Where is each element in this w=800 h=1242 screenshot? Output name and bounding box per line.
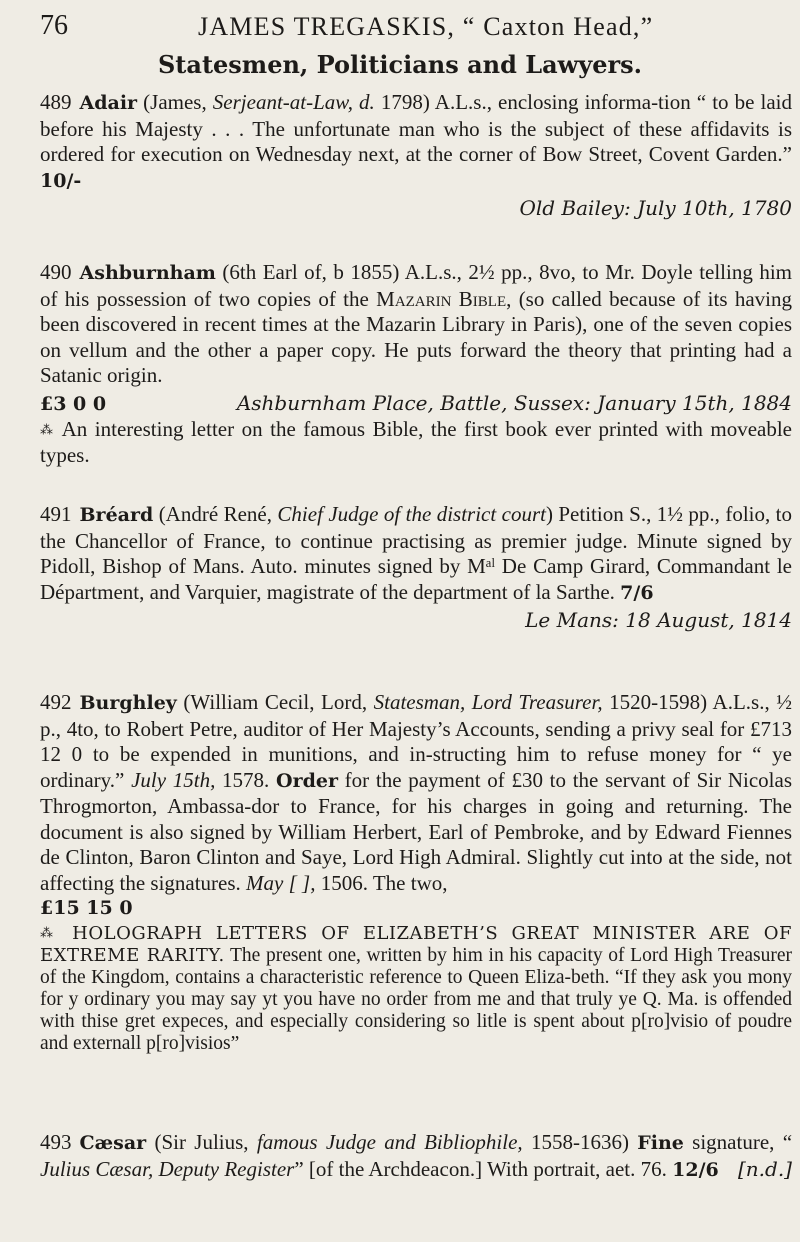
entry-name: Bréard bbox=[79, 504, 154, 526]
entry-text: (William Cecil, Lord, bbox=[183, 690, 374, 714]
entry-name: Burghley bbox=[79, 692, 177, 714]
entry-number: 489 bbox=[40, 90, 72, 114]
entry-text-rest3: ” [of the Archdeacon.] With portrait, aet. 76. bbox=[294, 1156, 673, 1181]
entry-number: 492 bbox=[40, 690, 72, 714]
entry-number: 493 bbox=[40, 1130, 72, 1154]
entry-fine-label: Fine bbox=[637, 1132, 684, 1154]
entry-price: 7/6 bbox=[620, 581, 654, 604]
entry-note-caps: HOLOGRAPH LETTERS OF ELIZABETH’S GREAT MINISTER ARE OF EXTREME RARITY. bbox=[40, 922, 793, 966]
asterism-icon: ⁂ bbox=[40, 422, 56, 437]
entry-place-date: Ashburnham Place, Battle, Sussex: January 15th, 1884 bbox=[236, 390, 792, 415]
catalogue-entry-491 bbox=[40, 502, 792, 634]
entry-note bbox=[40, 417, 792, 468]
entry-number: 491 bbox=[40, 502, 72, 526]
entry-note-text: The present one, written by him in his capacity of Lord High Treasurer of the Kingdom, contains a characteristic reference to Queen Eliza-beth. “If they ask you mony for y ordinary you may say yt you have no order from me and that truly ye Q. Ma. is offended with thise gret expeces, and especially considering so litle is spent about p[ro]visio of poudre and externall p[ro]visios” bbox=[40, 944, 793, 1054]
entry-price: £3 0 0 bbox=[40, 392, 107, 415]
entry-date: July 15th, bbox=[131, 767, 216, 792]
asterism-icon: ⁂ bbox=[40, 924, 61, 940]
entry-price: 10/- bbox=[40, 169, 82, 192]
entry-text-rest2: 1578. bbox=[215, 767, 277, 792]
running-head bbox=[40, 8, 800, 44]
catalogue-entry-493 bbox=[40, 1130, 792, 1183]
entry-order-label: Order bbox=[276, 769, 338, 792]
entry-text: (6th Earl of, b 1855) A.L.s., 2½ pp., 8vo, to Mr. Doyle telling him of his possession of two copies of the bbox=[40, 260, 793, 311]
entry-text-rest: (so called because of its having been discovered in recent times at the Mazarin Library in Paris), one of the seven copies on vellum and the other a paper copy. He puts forward the theory that printing had a Satanic origin. bbox=[40, 286, 792, 387]
entry-text: (James, bbox=[143, 90, 213, 114]
entry-place-date: Old Bailey: July 10th, 1780 bbox=[519, 196, 792, 220]
entry-date-2: May [ ], bbox=[246, 870, 316, 895]
page-number: 76 bbox=[40, 10, 68, 41]
entry-signature: Julius Cæsar, Deputy Register bbox=[40, 1156, 295, 1181]
entry-name: Cæsar bbox=[79, 1132, 147, 1154]
entry-italic-desc: famous Judge and Bibliophile, bbox=[256, 1130, 523, 1154]
catalogue-entry-492 bbox=[40, 690, 792, 1055]
entry-price: £15 15 0 bbox=[40, 897, 133, 919]
entry-text-rest: ) Petition S., 1½ pp., folio, to the Chancellor of France, to continue practising as premier judge. Minute signed by Pidoll, Bishop of Mans. Auto. minutes signed by Mᵃˡ De Camp Girard, Commandant le Départment, and Varquier, magistrate of the department of la Sarthe. bbox=[40, 502, 792, 604]
entry-text: (André René, bbox=[158, 502, 278, 526]
entry-text: (Sir Julius, bbox=[154, 1130, 257, 1154]
entry-name: Adair bbox=[79, 92, 138, 114]
entry-number: 490 bbox=[40, 260, 72, 284]
entry-note bbox=[40, 922, 792, 1055]
entry-small-caps: Mazarin Bible, bbox=[376, 286, 512, 311]
entry-price: 12/6 bbox=[672, 1158, 719, 1181]
catalogue-entry-489 bbox=[40, 90, 792, 222]
entry-italic-desc: Serjeant-at-Law, d. bbox=[212, 90, 375, 114]
section-title: Statesmen, Politicians and Lawyers. bbox=[157, 50, 643, 79]
entry-italic-desc: Statesman, Lord Treasurer, bbox=[373, 690, 603, 714]
entry-name: Ashburnham bbox=[79, 262, 216, 284]
entry-text-rest3: for the payment of £30 to the servant of Sir Nicolas Throgmorton, Ambassa-dor to France, for his charges in going and returning. The document is also signed by William Herbert, Earl of Pembroke, and by Edward Fiennes de Clinton, Baron Clinton and Saye, Lord High Admiral. Slightly cut into at the side, not affecting the signatures. bbox=[40, 767, 792, 895]
entry-place-date: Le Mans: 18 August, 1814 bbox=[525, 608, 792, 632]
entry-note-text: An interesting letter on the famous Bible, the first book ever printed with moveable types. bbox=[40, 417, 792, 467]
entry-text-rest: 1520-1598) A.L.s., ½ p., 4to, to Robert Petre, auditor of Her Majesty’s Accounts, sending a privy seal for £713 12 0 to be expended in munitions, and in-structing him to refuse money for “ ye ordinary.” bbox=[40, 690, 792, 792]
entry-text-rest2: signature, “ bbox=[683, 1130, 793, 1154]
running-title: JAMES TREGASKIS, “ Caxton Head,” bbox=[198, 12, 654, 41]
entry-italic-desc: Chief Judge of the district court bbox=[277, 502, 546, 526]
entry-place-date: [n.d.] bbox=[737, 1156, 792, 1181]
catalogue-entry-490 bbox=[40, 260, 792, 468]
entry-text-rest4: 1506. The two, bbox=[315, 870, 448, 895]
entry-text-rest: 1558-1636) bbox=[522, 1130, 638, 1154]
entry-text-rest: 1798) A.L.s., enclosing informa-tion “ to be laid before his Majesty . . . The unfortunate man who is the subject of these affidavits is ordered for execution on Wednesday next, at the corner of Bow Street, Covent Garden.” bbox=[40, 90, 792, 166]
